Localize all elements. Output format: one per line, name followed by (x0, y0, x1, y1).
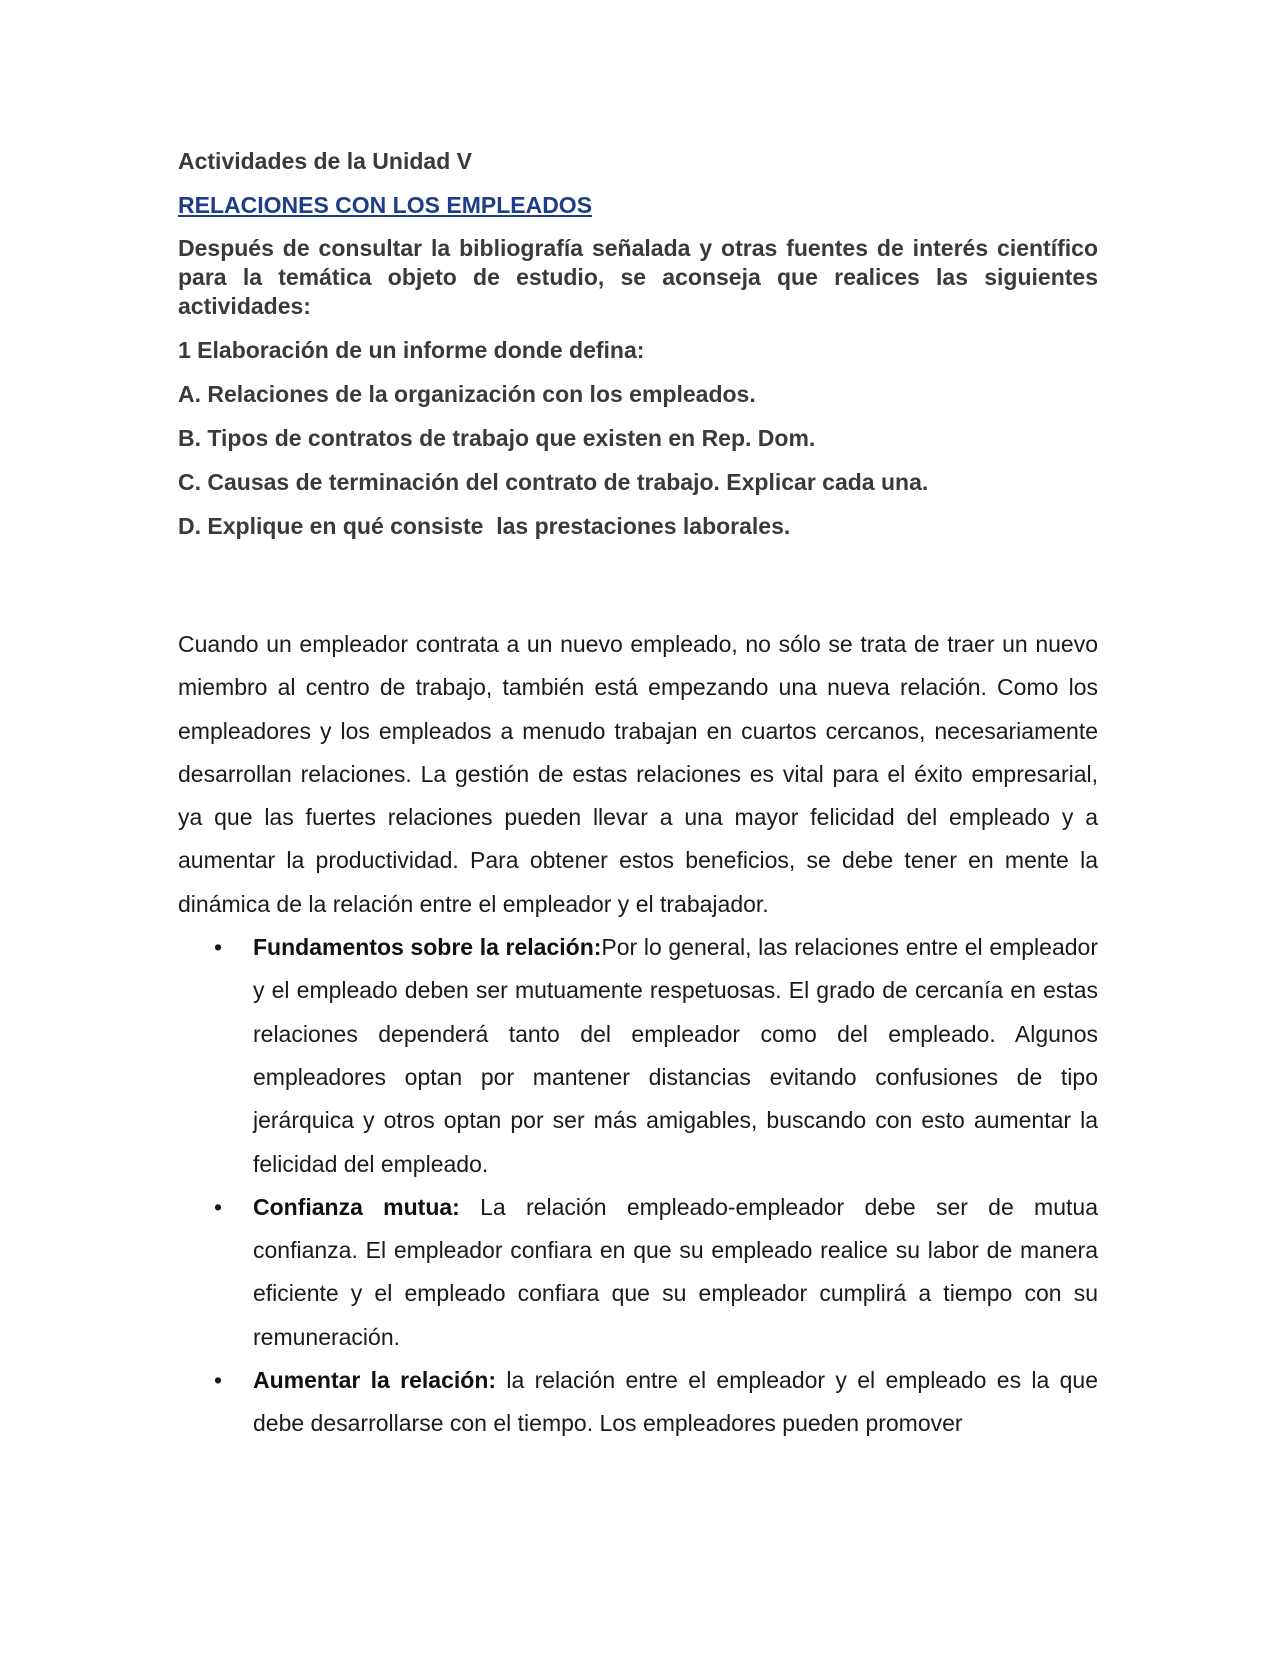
bullet-text: La relación empleado-empleador debe ser de mutua confianza. El empleador confiara en que su empleado realice su labor de manera eficiente y el empleado confiara que su empleador cumplirá a tiempo con su remuneración. (253, 1193, 1098, 1350)
body-paragraph: Cuando un empleador contrata a un nuevo empleado, no sólo se trata de traer un nuevo miembro al centro de trabajo, también está empezando una nueva relación. Como los empleadores y los empleados a menudo trabajan en cuartos cercanos, necesariamente desarrollan relaciones. La gestión de estas relaciones es vital para el éxito empresarial, ya que las fuertes relaciones pueden llevar a una mayor felicidad del empleado y a aumentar la productividad. Para obtener estos beneficios, se debe tener en mente la dinámica de la relación entre el empleador y el trabajador. (178, 631, 1098, 917)
task-item-b: B. Tipos de contratos de trabajo que existen en Rep. Dom. (178, 425, 816, 451)
bullet-term: Aumentar la relación: (253, 1367, 497, 1394)
task-item-d: D. Explique en qué consiste las prestaciones laborales. (178, 513, 791, 539)
document-content (178, 146, 1098, 1446)
section-link-title[interactable]: RELACIONES CON LOS EMPLEADOS (178, 192, 593, 218)
bullet-icon: • (214, 1367, 223, 1394)
task-item-1: 1 Elaboración de un informe donde defina: (178, 337, 645, 363)
task-item-a: A. Relaciones de la organización con los empleados. (178, 381, 756, 407)
bullet-list (178, 926, 1098, 1446)
list-item (178, 1359, 1098, 1446)
bullet-term: Fundamentos sobre la relación: (253, 934, 602, 961)
bullet-text: Por lo general, las relaciones entre el empleador y el empleado deben ser mutuamente respetuosas. El grado de cercanía en estas relaciones dependerá tanto del empleador como del empleado. Algunos empleadores optan por mantener distancias evitando confusiones de tipo jerárquica y otros optan por ser más amigables, buscando con esto aumentar la felicidad del empleado. (253, 934, 1098, 1177)
bullet-text: la relación entre el empleador y el empleado es la que debe desarrollarse con el tiempo. Los empleadores pueden promover (253, 1367, 1098, 1437)
section-spacer (178, 555, 1098, 623)
bullet-icon: • (214, 934, 223, 961)
intro-paragraph: Después de consultar la bibliografía señalada y otras fuentes de interés científico para la temática objeto de estudio, se aconseja que realices las siguientes actividades: (178, 235, 1098, 319)
bullet-icon: • (214, 1193, 223, 1220)
unit-title: Actividades de la Unidad V (178, 148, 472, 174)
list-item (178, 1186, 1098, 1359)
bullet-term: Confianza mutua: (253, 1193, 460, 1220)
list-item (178, 926, 1098, 1186)
task-item-c: C. Causas de terminación del contrato de trabajo. Explicar cada una. (178, 469, 929, 495)
